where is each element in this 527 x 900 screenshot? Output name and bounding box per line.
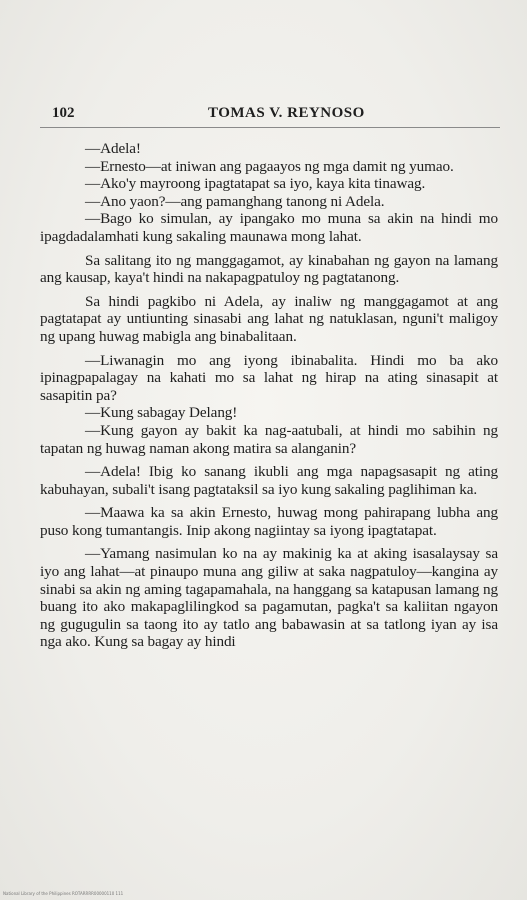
header-rule (40, 127, 500, 128)
paragraph: —Adela! Ibig ko sanang ikubli ang mga napagsasapit ng ating kabuhayan, subali't isang pagtataksil sa iyo kung sakaling paglihiman ka. (40, 463, 498, 498)
paragraph: Sa salitang ito ng manggagamot, ay kinabahan ng gayon na lamang ang kausap, kaya't hindi na nakapagpatuloy ng pagtatanong. (40, 251, 498, 287)
paragraph: —Maawa ka sa akin Ernesto, huwag mong pahirapang lubha ang puso kong tumantangis. Inip akong nagiintay sa iyong ipagtatapat. (40, 504, 498, 539)
scan-watermark: National Library of the Philippines ROTARRRR00000110 111 (3, 891, 124, 896)
body-text (40, 140, 498, 651)
page-header (38, 105, 498, 127)
paragraph: Sa hindi pagkibo ni Adela, ay inaliw ng manggagamot at ang pagtatapat ay untiunting sinasabi ang lahat ng natuklasan, nguni't maligoy ng upang huwag mabigla ang binabalitaan. (40, 292, 498, 345)
paragraph: —Ernesto—at iniwan ang pagaayos ng mga damit ng yumao. (85, 157, 454, 175)
running-head: TOMAS V. REYNOSO (208, 105, 365, 121)
paragraph: —Ano yaon?—ang pamanghang tanong ni Adela. (85, 192, 385, 210)
paragraph: —Bago ko simulan, ay ipangako mo muna sa akin na hindi mo ipagdadalamhati kung sakaling maunawa mong lahat. (40, 210, 498, 245)
paragraph: —Yamang nasimulan ko na ay makinig ka at aking isasalaysay sa iyo ang lahat—at pinaupo muna ang giliw at saka nagpatuloy—kangina ay sinabi sa akin ng aming tagapamahala, na hanggang sa katapusan lamang ng buang ito ako makapaglilingkod sa pagamutan, pagka't sa kaliitan ngayon ng gugugulin sa taong ito ay tatlo ang babawasin at sa tatlong iyan ay isa nga ako. Kung sa bagay ay hindi (40, 545, 498, 651)
paragraph: —Adela! (85, 140, 141, 157)
page-number: 102 (52, 105, 75, 121)
paragraph: —Kung sabagay Delang! (85, 404, 238, 422)
paragraph: —Kung gayon ay bakit ka nag-aatubali, at hindi mo sabihin ng tapatan ng huwag naman akong matira sa alanganin? (40, 421, 498, 457)
paragraph: —Ako'y mayroong ipagtatapat sa iyo, kaya kita tinawag. (85, 175, 426, 193)
paragraph: —Liwanagin mo ang iyong ibinabalita. Hindi mo ba ako ipinagpapalagay na kahati mo sa lahat ng hirap na ating sinasapit at sasapitin pa? (40, 351, 498, 404)
